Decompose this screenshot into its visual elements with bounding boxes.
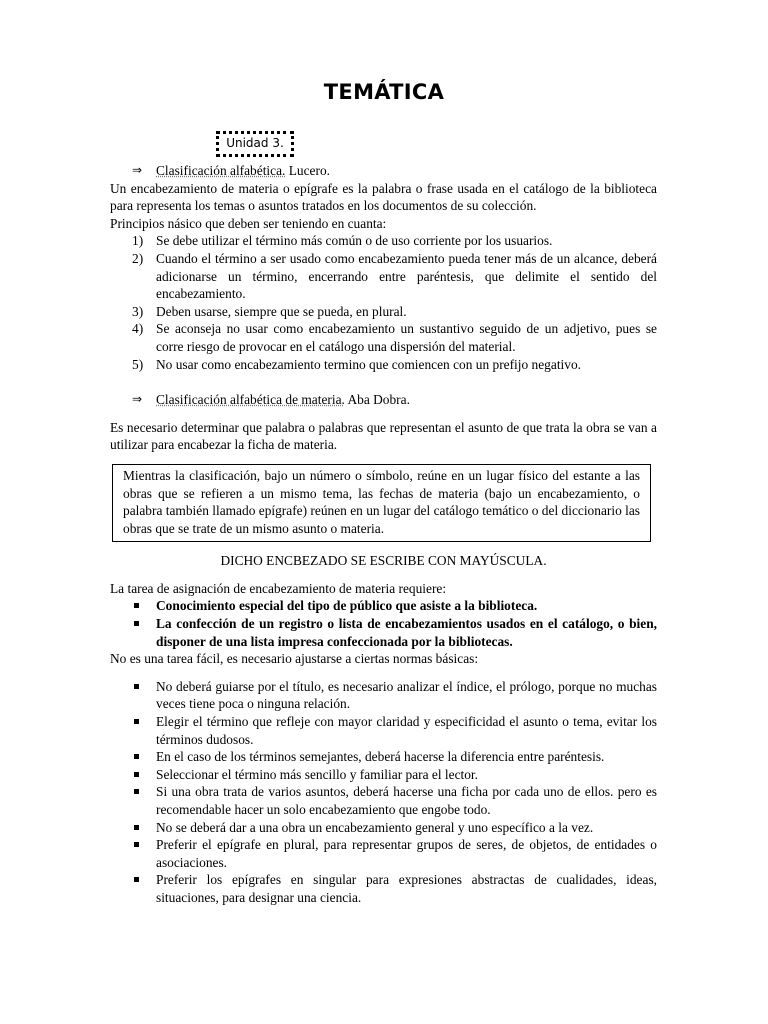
intro-paragraph: Un encabezamiento de materia o epígrafe es la palabra o frase usada en el catálogo de la biblioteca para representa los temas o asuntos tratados en los documentos de su colección. [110, 180, 657, 214]
list-item: 2) Cuando el término a ser usado como encabezamiento pueda tener más de un alcance, deberá adicionarse un término, encerrando entre paréntesis, que delimite el sentido del encabezamiento. [132, 250, 657, 302]
list-item: 1) Se debe utilizar el término más común o de uso corriente por los usuarios. [132, 233, 553, 249]
unit-label-box: Unidad 3. [216, 131, 294, 157]
section-heading-1-author: Lucero. [285, 163, 331, 178]
definition-box: Mientras la clasificación, bajo un número o símbolo, reúne en un lugar físico del estante a las obras que se refieren a un mismo tema, las fechas de materia (bajo un encabezamiento, o palabra también llamado epígrafe) reúnen en un lugar del catálogo temático o del diccionario las obras que se trate de un mismo asunto o materia. [112, 464, 651, 542]
list-item: 3) Deben usarse, siempre que se pueda, en plural. [132, 303, 407, 319]
list-item: En el caso de los términos semejantes, deberá hacerse la diferencia entre paréntesis. [110, 748, 657, 766]
caps-note: DICHO ENCBEZADO SE ESCRIBE CON MAYÚSCULA. [220, 553, 547, 569]
list-item: Preferir los epígrafes en singular para expresiones abstractas de cualidades, ideas, situaciones, para designar una ciencia. [110, 871, 657, 906]
page-title: TEMÁTICA [323, 80, 445, 104]
section-heading-2-author: Aba Dobra. [344, 392, 410, 408]
list-item: 5) No usar como encabezamiento termino que comiencen con un prefijo negativo. [132, 356, 581, 372]
section-heading-1 [110, 162, 657, 180]
determination-paragraph: Es necesario determinar que palabra o palabras que representan el asunto de que trata la obra se van a utilizar para encabezar la ficha de materia. [110, 419, 657, 453]
section-heading-2 [110, 391, 657, 409]
list-item: Conocimiento especial del tipo de público que asiste a la biblioteca. [110, 597, 657, 615]
list-item: 4) Se aconseja no usar como encabezamiento un sustantivo seguido de un adjetivo, pues se corre riesgo de provocar en el catálogo una dispersión del material. [132, 321, 657, 354]
section-heading-1-title: Clasificación alfabética. [156, 163, 286, 178]
arrow-icon: ⇒ [132, 392, 143, 407]
section-heading-2-title: Clasificación alfabética de materia. [156, 392, 345, 408]
document-body [110, 162, 657, 907]
list-item: No se deberá dar a una obra un encabezamiento general y uno específico a la vez. [110, 819, 657, 837]
list-item: La confección de un registro o lista de encabezamientos usados en el catálogo, o bien, disponer de una lista impresa confeccionada por la bibliotecas. [110, 615, 657, 650]
rules-list [110, 678, 657, 907]
principles-list [110, 232, 657, 373]
list-item: Elegir el término que refleje con mayor claridad y especificidad el asunto o tema, evitar los términos dudosos. [110, 713, 657, 748]
list-item: Si una obra trata de varios asuntos, deberá hacerse una ficha por cada uno de ellos. pero es recomendable hacer un solo encabezamiento que engobe todo. [110, 783, 657, 818]
principles-label: Principios násico que deben ser teniendo en cuanta: [110, 215, 387, 231]
list-item: No deberá guiarse por el título, es necesario analizar el índice, el prólogo, porque no muchas veces tiene poca o ninguna relación. [110, 678, 657, 713]
list-item: Seleccionar el término más sencillo y familiar para el lector. [110, 766, 657, 784]
arrow-icon: ⇒ [132, 163, 143, 177]
list-item: Preferir el epígrafe en plural, para representar grupos de seres, de objetos, de entidades o asociaciones. [110, 836, 657, 871]
requirements-list [110, 597, 657, 650]
rules-label: No es una tarea fácil, es necesario ajustarse a ciertas normas básicas: [110, 651, 479, 667]
task-label: La tarea de asignación de encabezamiento de materia requiere: [110, 580, 447, 596]
